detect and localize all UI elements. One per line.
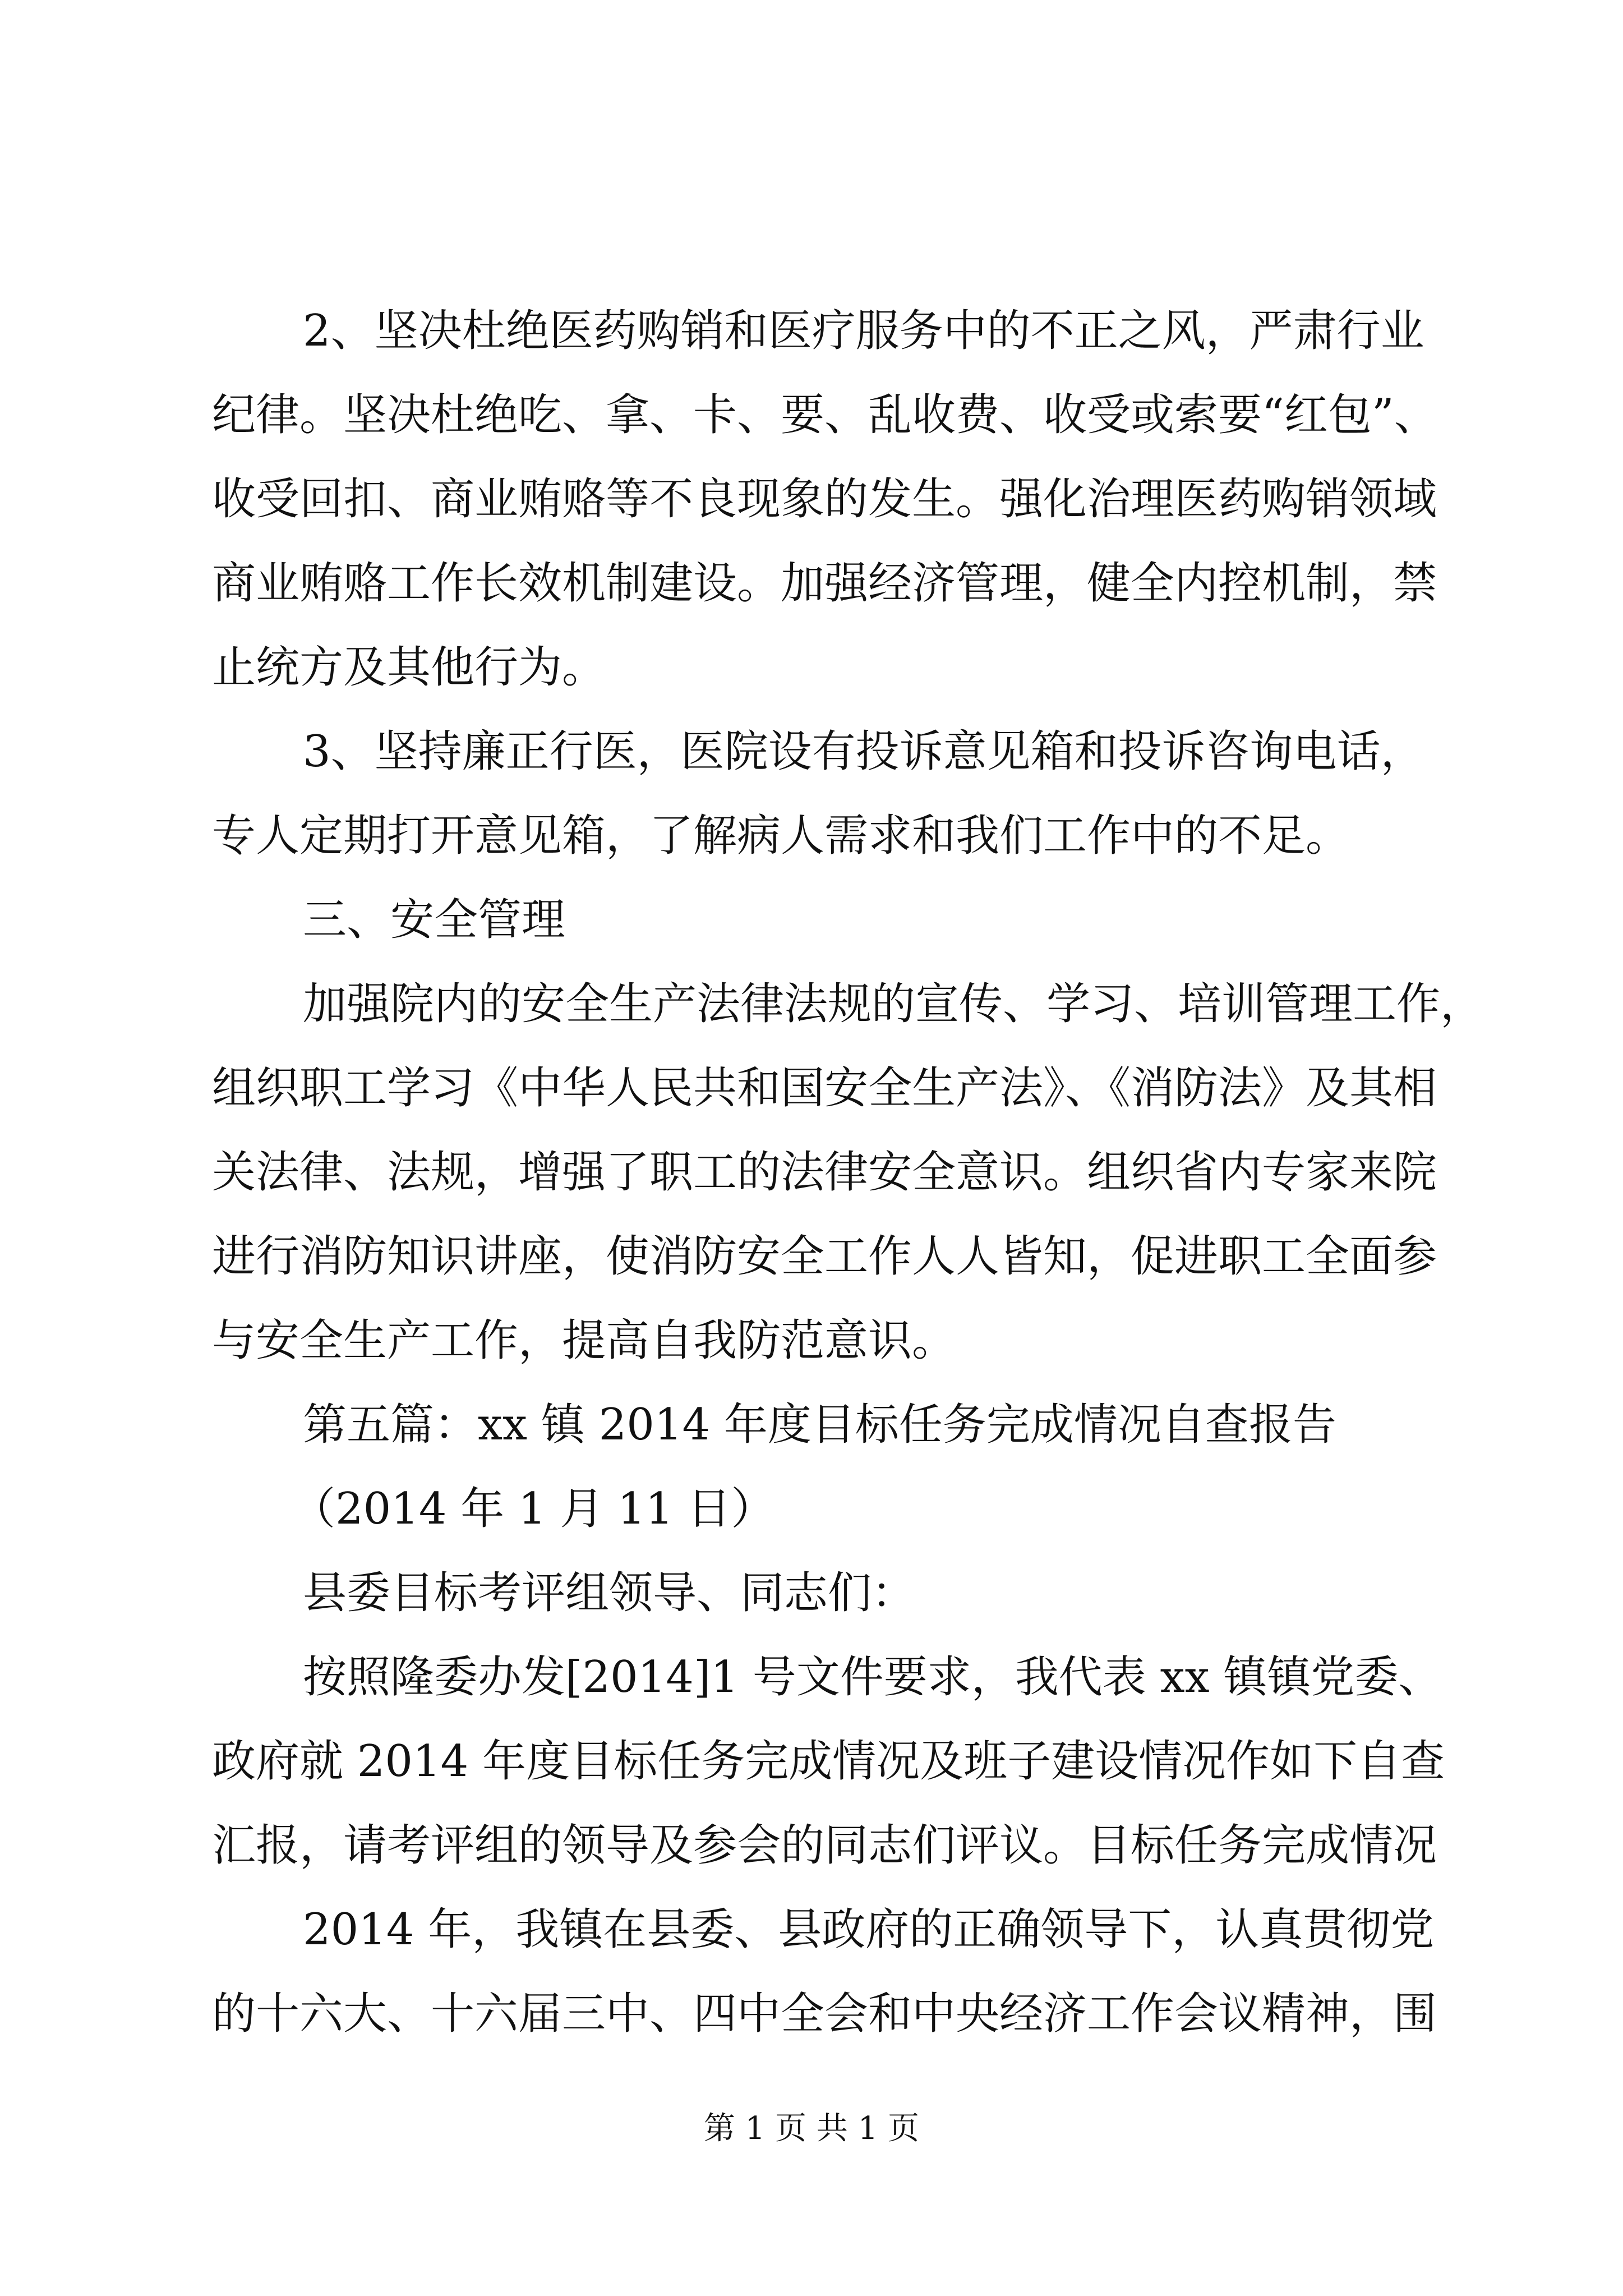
- line-text: 商业贿赂工作长效机制建设。加强经济管理，健全内控机制，禁: [212, 558, 1437, 609]
- line-text: 止统方及其他行为。: [212, 642, 606, 693]
- line-text: 纪律。坚决杜绝吃、拿、卡、要、乱收费、收受或索要“红包”、: [212, 390, 1438, 440]
- line-text: 的十六大、十六届三中、四中全会和中央经济工作会议精神，围: [212, 1989, 1437, 2039]
- line-text: 政府就 2014 年度目标任务完成情况及班子建设情况作如下自查: [212, 1736, 1445, 1787]
- line-text: 2、坚决杜绝医药购销和医疗服务中的不正之风，严肃行业: [303, 306, 1424, 356]
- page-number-footer: 第 1 页 共 1 页: [703, 2110, 920, 2147]
- line-text: 汇报，请考评组的领导及参会的同志们评议。目标任务完成情况: [212, 1820, 1437, 1871]
- line-text: 组织职工学习《中华人民共和国安全生产法》、《消防法》及其相: [212, 1063, 1437, 1114]
- line-text: 收受回扣、商业贿赂等不良现象的发生。强化治理医药购销领域: [212, 474, 1437, 524]
- line-text: 进行消防知识讲座，使消防安全工作人人皆知，促进职工全面参: [212, 1231, 1437, 1282]
- line-text: 与安全生产工作，提高自我防范意识。: [212, 1315, 956, 1366]
- line-text: 关法律、法规，增强了职工的法律安全意识。组织省内专家来院: [212, 1147, 1437, 1198]
- line-text: 县委目标考评组领导、同志们：: [303, 1568, 916, 1618]
- line-text: 加强院内的安全生产法律法规的宣传、学习、培训管理工作，: [303, 979, 1484, 1029]
- line-text: （2014 年 1 月 11 日）: [292, 1484, 775, 1534]
- line-text: 第五篇：xx 镇 2014 年度目标任务完成情况自查报告: [303, 1400, 1336, 1450]
- line-text: 按照隆委办发[2014]1 号文件要求，我代表 xx 镇镇党委、: [303, 1652, 1442, 1703]
- line-text: 2014 年，我镇在县委、县政府的正确领导下，认真贯彻党: [303, 1904, 1435, 1955]
- line-text: 三、安全管理: [303, 895, 566, 945]
- line-text: 专人定期打开意见箱，了解病人需求和我们工作中的不足。: [212, 811, 1350, 861]
- line-text: 3、坚持廉正行医，医院设有投诉意见箱和投诉咨询电话，: [303, 726, 1424, 777]
